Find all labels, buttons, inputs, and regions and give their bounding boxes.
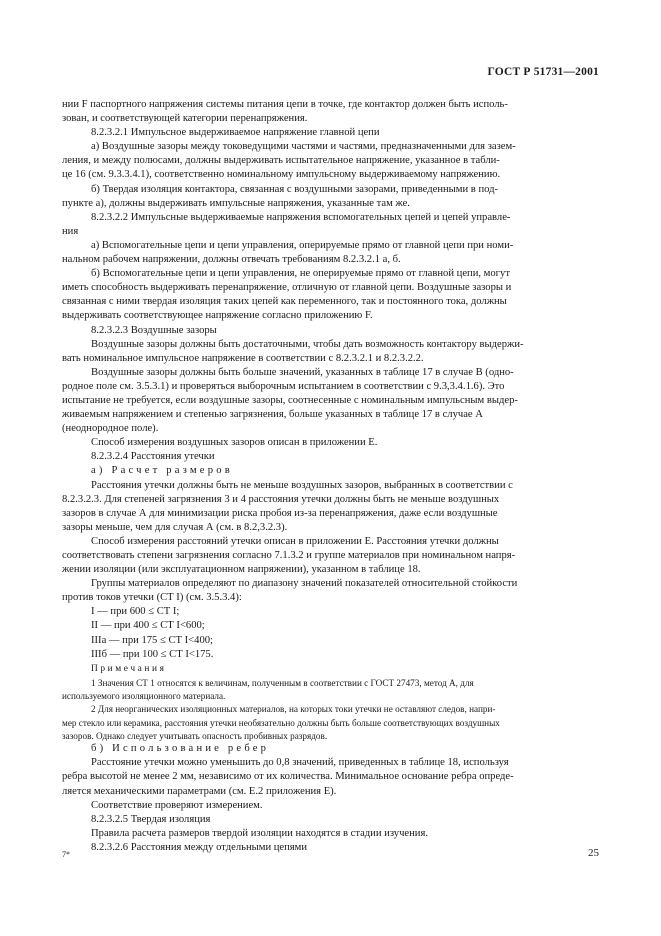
text-line: вать номинальное импульсное напряжение в соответствии с 8.2.3.2.1 и 8.2.3.2.2.: [62, 352, 424, 364]
page-number: 25: [588, 847, 599, 859]
text-line: Группы материалов определяют по диапазону значений показателей относительной стойкости: [91, 578, 518, 590]
material-group-formula: II — при 400 ≤ СТ I<600;: [91, 620, 205, 632]
note-line: 1 Значения СТ 1 относятся к величинам, полученным в соответствии с ГОСТ 27473, метод А, для: [91, 677, 474, 688]
subsection-heading: б) Использование ребер: [91, 743, 270, 755]
text-line: ребра высотой не менее 2 мм, независимо от их количества. Минимальное основание ребра опреде-: [62, 771, 514, 783]
text-line: Воздушные зазоры должны быть достаточными, чтобы дать возможность контактору выдержи-: [91, 338, 524, 350]
text-line: против токов утечки (СТ I) (см. 3.5.3.4):: [62, 592, 242, 604]
sheet-mark: 7*: [62, 850, 70, 859]
text-line: нии F паспортного напряжения системы питания цепи в точке, где контактор должен быть исполь-: [62, 99, 508, 110]
notes-heading: Примечания: [91, 663, 167, 674]
text-line: связанная с ними твердая изоляция таких цепей как переменного, так и постоянного тока, должны: [62, 296, 507, 308]
section-heading: 8.2.3.2.6 Расстояния между отдельными цепями: [91, 841, 308, 853]
text-line: Соответствие проверяют измерением.: [91, 799, 263, 811]
text-line: (неоднородное поле).: [62, 423, 159, 435]
text-line: ления, и между полюсами, должны выдерживать испытательное напряжение, указанное в табли-: [62, 155, 500, 167]
text-line: Правила расчета размеров твердой изоляции находятся в стадии изучения.: [91, 827, 428, 839]
text-line: Воздушные зазоры должны быть больше значений, указанных в таблице 17 в случае В (одно-: [91, 366, 514, 378]
document-code: ГОСТ Р 51731—2001: [487, 66, 599, 78]
body-text: [62, 98, 599, 855]
text-line: ляется механическими параметрами (см. Е.2 приложения Е).: [62, 785, 337, 797]
text-line: а) Воздушные зазоры между токоведущими частями и частями, предназначенными для зазем-: [91, 141, 516, 153]
material-group-formula: IIIа — при 175 ≤ СТ I<400;: [91, 634, 213, 646]
note-line: мер стекло или керамика, расстояния утечки необязательно должны быть больше соответствующих воздушных: [62, 717, 500, 728]
section-heading: 8.2.3.2.1 Импульсное выдерживаемое напряжение главной цепи: [91, 127, 380, 139]
text-line: зазоры меньше, чем для случая А (см. в 8.2,3.2.3).: [62, 521, 288, 533]
text-line: Расстояние утечки можно уменьшить до 0,8 значений, приведенных в таблице 18, используя: [91, 757, 509, 769]
text-line: соответствовать степени загрязнения согласно 7.1.3.2 и группе материалов при номинальном напря-: [62, 550, 516, 561]
text-line: ния: [62, 225, 79, 237]
note-line: зазоров. Однако следует учитывать опасность пробивных разрядов.: [62, 730, 328, 741]
text-line: Расстояния утечки должны быть не меньше воздушных зазоров, выбранных в соответствии с: [91, 479, 513, 491]
text-line: Способ измерения расстояний утечки описан в приложении Е. Расстояния утечки должны: [91, 535, 499, 547]
text-line: зован, и соответствующей категории перенапряжения.: [62, 113, 308, 125]
section-heading: 8.2.3.2.3 Воздушные зазоры: [91, 324, 217, 336]
text-line: зазоров в случае А для минимизации риска пробоя из-за перенапряжения, даже если воздушные: [62, 507, 498, 519]
text-line: иметь способность выдерживать перенапряжение, отличную от главной цепи. Воздушные зазоры и: [62, 282, 512, 294]
text-line: б) Вспомогательные цепи и цепи управления, не оперируемые прямо от главной цепи, могут: [91, 268, 510, 280]
material-group-formula: I — при 600 ≤ СТ I;: [91, 606, 180, 618]
text-line: живаемым напряжением и степенью загрязнения, больше указанных в таблице 17 в случае А: [62, 409, 483, 421]
section-heading: 8.2.3.2.5 Твердая изоляция: [91, 813, 211, 825]
section-heading: 8.2.3.2.2 Импульсные выдерживаемые напряжения вспомогательных цепей и цепей управле-: [91, 211, 511, 223]
text-line: нальном рабочем напряжении, должны отвечать требованиям 8.2.3.2.1 а, б.: [62, 254, 401, 266]
material-group-formula: IIIб — при 100 ≤ СТ I<175.: [91, 648, 214, 660]
text-line: а) Вспомогательные цепи и цепи управления, оперируемые прямо от главной цепи при номи-: [91, 239, 514, 251]
subsection-heading: а) Расчет размеров: [91, 465, 233, 477]
text-line: 8.2.3.2.3. Для степеней загрязнения 3 и 4 расстояния утечки должны быть не меньше воздушных: [62, 493, 500, 505]
text-line: родное поле см. 3.5.3.1) и проверяться выборочным испытанием в соответствии с 9.3,3.4.1.6). Это: [62, 380, 505, 392]
text-line: Способ измерения воздушных зазоров описан в приложении Е.: [91, 437, 378, 449]
note-line: используемого изоляционного материала.: [62, 691, 226, 702]
text-line: б) Твердая изоляция контактора, связанная с воздушными зазорами, приведенными в под-: [91, 183, 499, 195]
text-line: выдерживать соответствующее напряжение согласно приложению F.: [62, 310, 373, 322]
text-line: пункте а), должны выдерживать импульсные напряжения, указанные там же.: [62, 197, 410, 209]
text-line: жении изоляции (или эксплуатационном напряжении), указанном в таблице 18.: [62, 564, 421, 576]
text-line: испытание не требуется, если воздушные зазоры, соотнесенные с номинальным импульсным выдер-: [62, 394, 518, 406]
note-line: 2 Для неорганических изоляционных материалов, на которых токи утечки не оставляют следов, напри-: [91, 704, 496, 715]
section-heading: 8.2.3.2.4 Расстояния утечки: [91, 451, 215, 463]
text-line: це 16 (см. 9.3.3.4.1), соответственно номинальному импульсному выдерживаемому напряжению.: [62, 169, 501, 181]
